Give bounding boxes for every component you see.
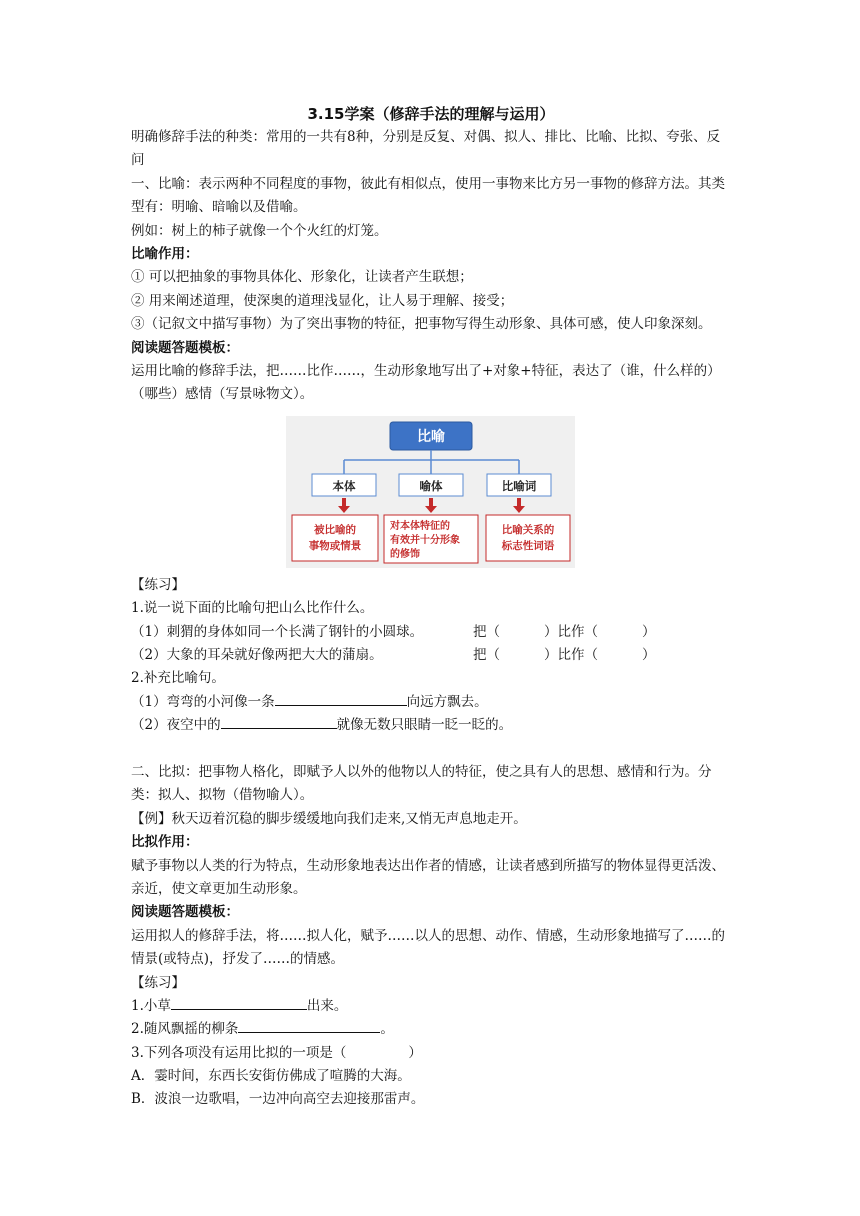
exercise-2-item-1-start: （1）弯弯的小河像一条: [131, 693, 275, 710]
vehicle-desc-3: 的修饰: [390, 548, 420, 560]
arrow-shaft-middle: [429, 498, 433, 506]
exercise-2-item-2: [131, 714, 731, 737]
personification-example: 【例】秋天迈着沉稳的脚步缓缓地向我们走来,又悄无声息地走开。: [131, 810, 527, 827]
arrow-shaft-right: [517, 498, 521, 506]
simile-heading: 一、比喻：表示两种不同程度的事物，彼此有相似点，使用一事物来比方另一事物的修辞方法。其类型有：明喻、暗喻以及借喻。: [131, 175, 725, 216]
marker-desc-1: 比喻关系的: [501, 523, 555, 536]
tenor-desc-2: 事物或情景: [308, 539, 362, 552]
personification-exercise-1-start: 1.小草: [131, 997, 171, 1014]
personification-exercise-2-start: 2.随风飘摇的柳条: [131, 1021, 239, 1038]
personification-exercise-3: [131, 1042, 731, 1065]
personification-template-title: 阅读题答题模板：: [131, 904, 239, 921]
exercise-2-item-2-end: 就像无数只眼睛一眨一眨的。: [336, 717, 513, 734]
vehicle-label: 喻体: [419, 478, 443, 493]
marker-description-box: [486, 515, 570, 561]
simile-diagram: [286, 416, 575, 568]
exercise-1-item-1-text: （1）刺猬的身体如同一个长满了钢针的小圆球。: [131, 623, 424, 640]
exercise-2-item-2-start: （2）夜空中的: [131, 717, 221, 734]
bizuo: ）比作（: [544, 623, 598, 640]
page-title: 3.15学案（修辞手法的理解与运用）: [307, 105, 555, 123]
marker-word-label: 比喻词: [501, 478, 537, 493]
arrow-shaft-left: [342, 498, 346, 506]
personification-exercise-2: [131, 1018, 731, 1041]
document-page: [131, 102, 731, 1112]
simile-top-label: 比喻: [417, 428, 445, 445]
exercise-2-question: 2.补充比喻句。: [131, 670, 225, 687]
fill-blank[interactable]: [221, 714, 337, 729]
personification-exercise-2-end: 。: [380, 1021, 394, 1038]
personification-function-title: 比拟作用：: [131, 834, 199, 851]
personification-exercise-3-end: ）: [408, 1044, 422, 1061]
personification-exercise-3-start: 3.下列各项没有运用比拟的一项是（: [131, 1044, 347, 1061]
bizuo: ）比作（: [544, 646, 598, 663]
exercise-label-1: 【练习】: [131, 576, 185, 593]
simile-function-1: ① 可以把抽象的事物具体化、形象化，让读者产生联想；: [131, 269, 473, 286]
personification-exercise-1-end: 出来。: [306, 997, 348, 1014]
tenor-description-box: [292, 515, 378, 561]
vehicle-desc-2: 有效并十分形象: [390, 534, 460, 546]
simile-template-title: 阅读题答题模板：: [131, 339, 239, 356]
tenor-label: 本体: [332, 478, 356, 493]
marker-desc-2: 标志性词语: [501, 539, 555, 552]
exercise-1-item-2-text: （2）大象的耳朵就好像两把大大的蒲扇。: [131, 646, 383, 663]
personification-function: 赋予事物以人类的行为特点，生动形象地表达出作者的情感，让读者感到所描写的物体显得更活泼、亲近，使文章更加生动形象。: [131, 857, 725, 897]
fill-blank[interactable]: [275, 691, 407, 706]
fill-blank[interactable]: [238, 1018, 380, 1033]
personification-template: 运用拟人的修辞手法，将……拟人化，赋予……以人的思想、动作、情感，生动形象地描写了……的情景(或特点)，抒发了……的情感。: [131, 927, 725, 968]
close-paren: ）: [642, 623, 656, 640]
simile-template: 运用比喻的修辞手法，把……比作……，生动形象地写出了+对象+特征，表达了（谁，什么样的）（哪些）感情（写景咏物文）。: [131, 362, 721, 403]
option-a: A．霎时间，东西长安街仿佛成了喧腾的大海。: [131, 1068, 411, 1085]
option-b: B．波浪一边歌唱，一边冲向高空去迎接那雷声。: [131, 1091, 425, 1108]
exercise-label-2: 【练习】: [131, 974, 185, 991]
spacer: [131, 738, 731, 761]
close-paren: ）: [642, 646, 656, 663]
simile-function-title: 比喻作用：: [131, 246, 199, 263]
simile-function-2: ② 用来阐述道理，使深奥的道理浅显化，让人易于理解、接受；: [131, 292, 514, 309]
intro-paragraph: 明确修辞手法的种类：常用的一共有8种，分别是反复、对偶、拟人、排比、比喻、比拟、夸张、反问: [131, 129, 721, 169]
exercise-2-item-1-end: 向远方飘去。: [406, 693, 488, 710]
ba-open: 把（: [473, 646, 500, 663]
fill-blank[interactable]: [171, 995, 307, 1010]
tenor-desc-1: 被比喻的: [314, 523, 356, 536]
simile-example: 例如：树上的柿子就像一个个火红的灯笼。: [131, 222, 388, 239]
simile-function-3: ③（记叙文中描写事物）为了突出事物的特征，把事物写得生动形象、具体可感，使人印象深刻。: [131, 316, 712, 333]
exercise-1-question: 1.说一说下面的比喻句把山么比作什么。: [131, 600, 374, 617]
exercise-1-item-2: [131, 644, 731, 667]
exercise-2-item-1: [131, 691, 731, 714]
exercise-1-item-1: [131, 621, 731, 644]
personification-heading: 二、比拟：把事物人格化，即赋予人以外的他物以人的特征，使之具有人的思想、感情和行为。分类：拟人、拟物（借物喻人）。: [131, 763, 712, 804]
ba-open: 把（: [473, 623, 500, 640]
personification-exercise-1: [131, 995, 731, 1018]
vehicle-desc-1: 对本体特征的: [390, 520, 450, 532]
simile-diagram-svg: [286, 416, 575, 568]
